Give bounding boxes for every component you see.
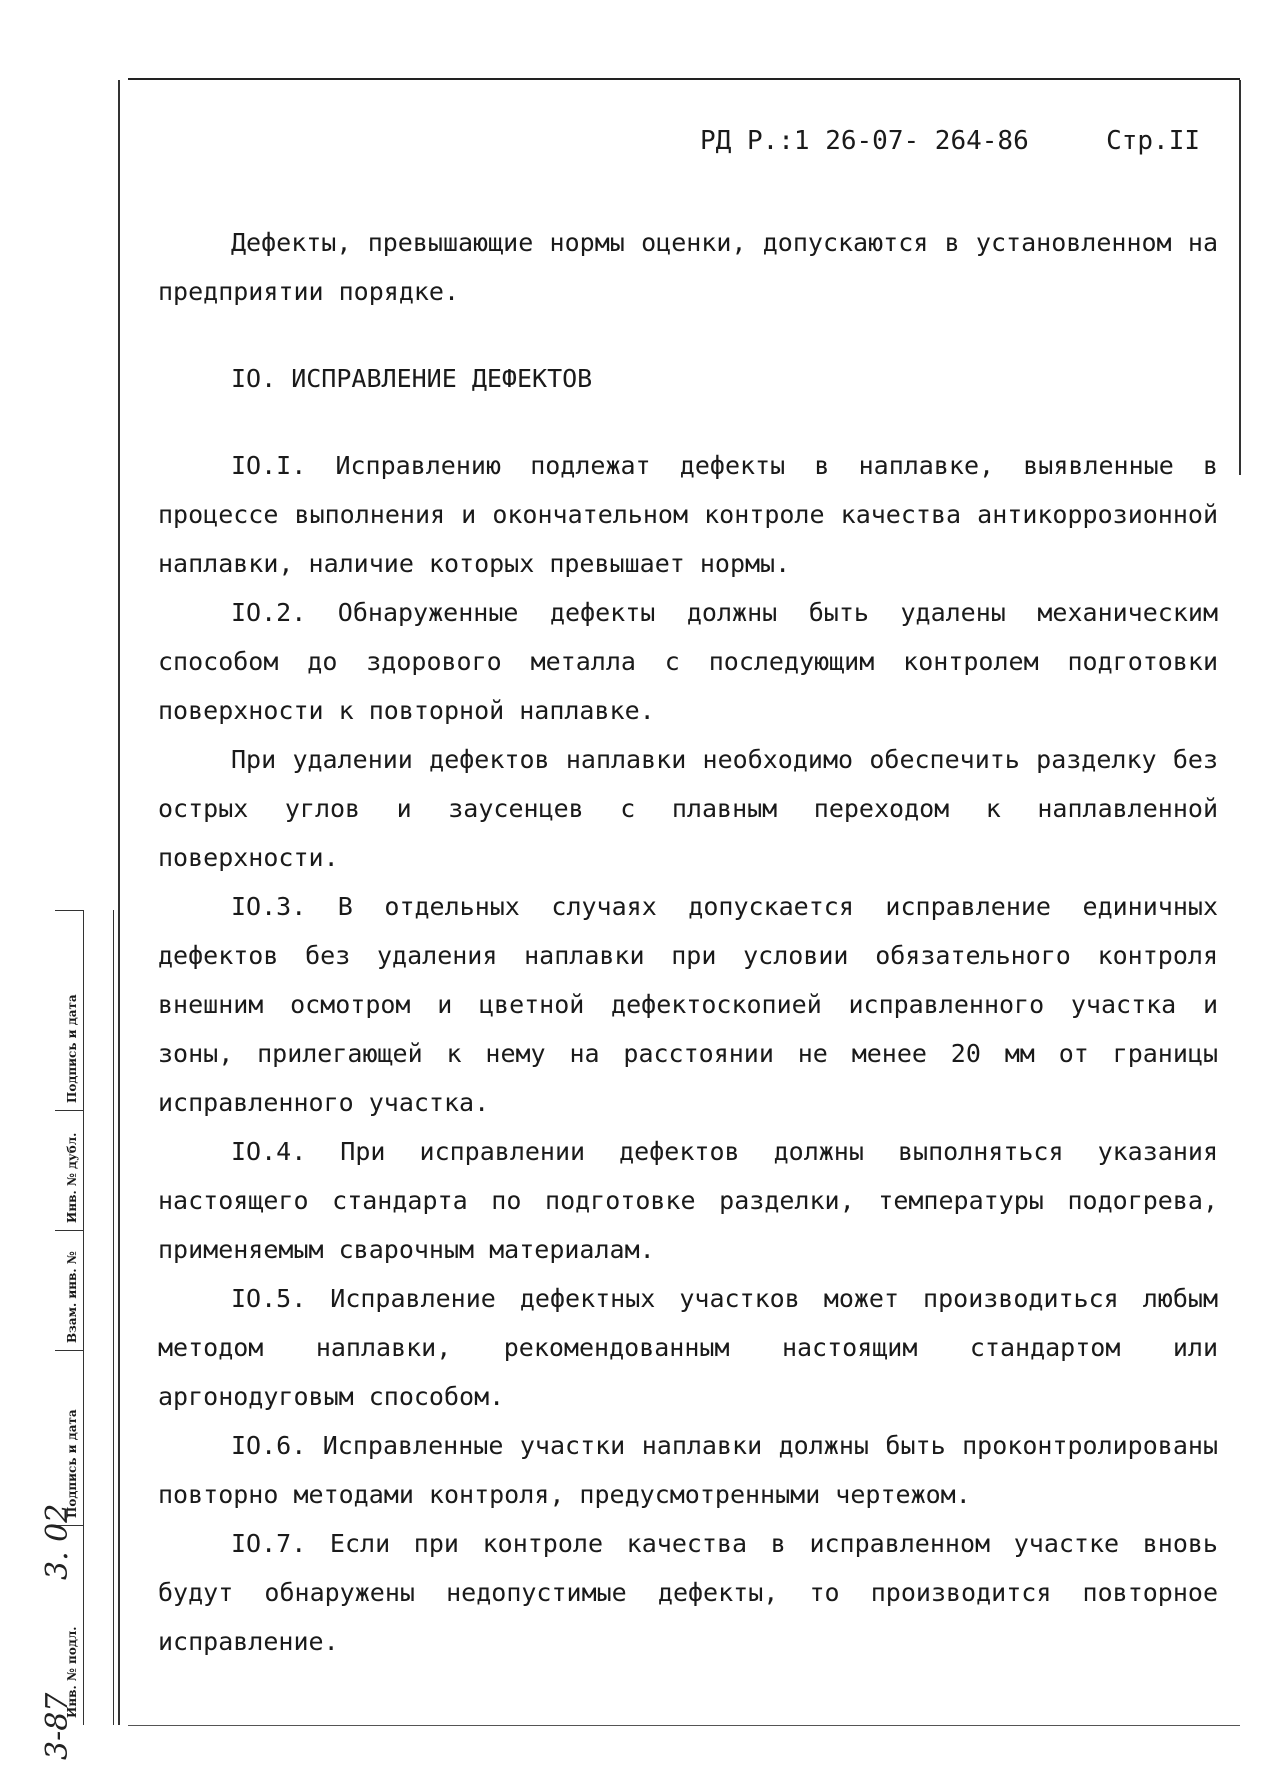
paragraph: Дефекты, превышающие нормы оценки, допускаются в установленном на предприятии порядке.	[158, 228, 1218, 306]
stamp-label: Подпись и дата	[65, 994, 79, 1103]
handwritten-date: 3. 02	[40, 1503, 75, 1580]
frame-bottom-border	[128, 1725, 1240, 1726]
body-text	[158, 218, 1218, 1666]
frame-top-border	[128, 78, 1240, 80]
stamp-cell	[55, 1350, 83, 1526]
stamp-label: Инв. № дубл.	[65, 1132, 79, 1223]
page-number: Стр.II	[1106, 126, 1200, 156]
document-code: РД Р.:1 26-07- 264-86	[700, 126, 1029, 156]
stamp-divider	[113, 910, 114, 1725]
stamp-cell	[55, 1110, 83, 1231]
paragraph: IO.7. Если при контроле качества в исправленном участке вновь будут обнаружены недопустимые дефекты, то производится повторное исправление.	[158, 1529, 1218, 1656]
stamp-label: Подпись и дата	[65, 1409, 79, 1518]
stamp-label: Взам. инв. №	[65, 1251, 79, 1343]
paragraph: IO.I. Исправлению подлежат дефекты в наплавке, выявленные в процессе выполнения и окончательном контроле качества антикоррозионной наплавки, наличие которых превышает нормы.	[158, 451, 1218, 578]
stamp-cell	[55, 1230, 83, 1351]
stamp-label: Инв. № подл.	[65, 1626, 79, 1718]
paragraph: IO.5. Исправление дефектных участков может производиться любым методом наплавки, рекомендованным настоящим стандартом или аргонодуговым способом.	[158, 1284, 1218, 1411]
stamp-column	[40, 910, 115, 1760]
paragraph: При удалении дефектов наплавки необходимо обеспечить разделку без острых углов и заусенцев с плавным переходом к наплавленной поверхности.	[158, 745, 1218, 872]
frame-left-border	[118, 80, 120, 1725]
paragraph: IO.6. Исправленные участки наплавки должны быть проконтролированы повторно методами контроля, предусмотренными чертежом.	[158, 1431, 1218, 1509]
frame-right-border	[1239, 80, 1241, 475]
stamp-cell	[55, 910, 83, 1111]
stamp-divider	[83, 910, 84, 1725]
paragraph: IO.3. В отдельных случаях допускается исправление единичных дефектов без удаления наплавки при условии обязательного контроля внешним осмотром и цветной дефектоскопией исправленного участка и зоны, прилегающей к нему на расстоянии не менее 20 мм от границы исправленного участка.	[158, 892, 1218, 1117]
section-heading: IO. ИСПРАВЛЕНИЕ ДЕФЕКТОВ	[231, 364, 593, 393]
page-header	[700, 126, 1200, 166]
handwritten-number: 3-87	[40, 1692, 75, 1760]
paragraph: IO.4. При исправлении дефектов должны выполняться указания настоящего стандарта по подготовке разделки, температуры подогрева, применяемым сварочным материалам.	[158, 1137, 1218, 1264]
paragraph: IO.2. Обнаруженные дефекты должны быть удалены механическим способом до здорового металла с последующим контролем подготовки поверхности к повторной наплавке.	[158, 598, 1218, 725]
